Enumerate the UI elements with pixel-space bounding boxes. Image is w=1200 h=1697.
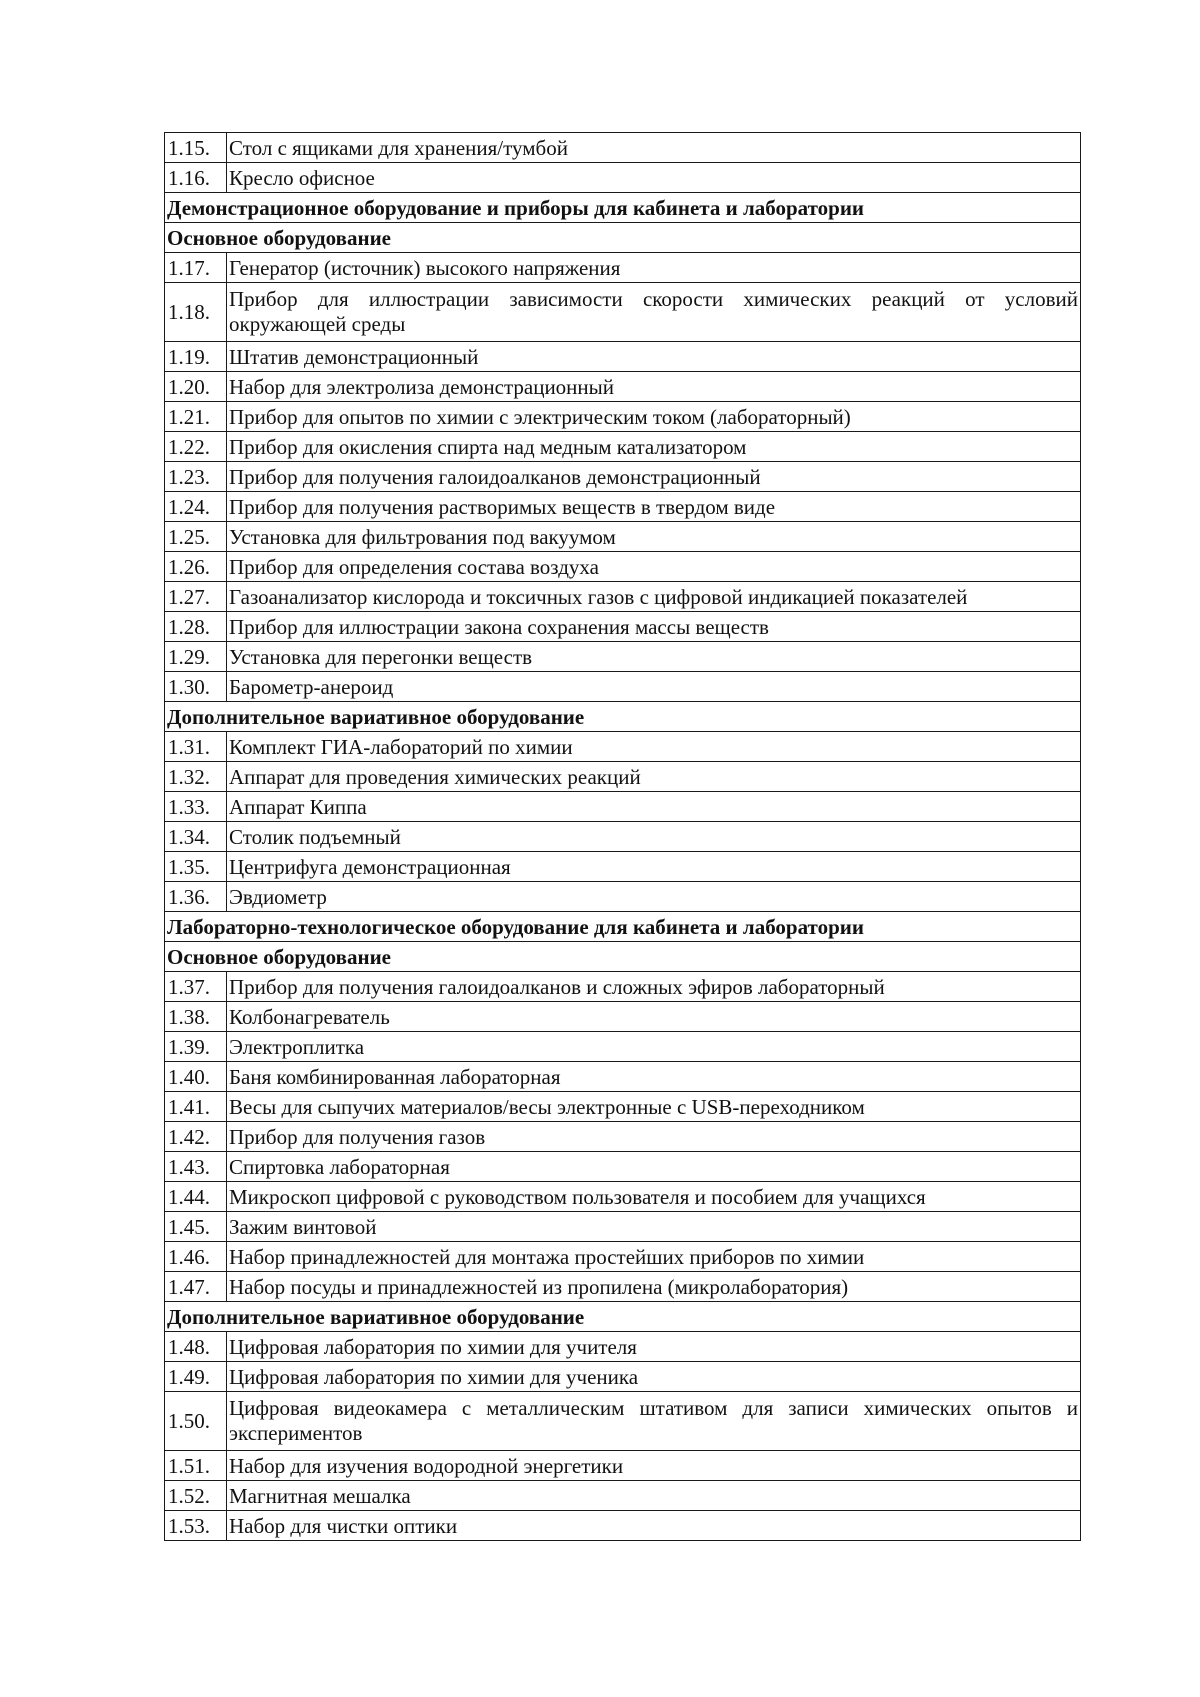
item-name: Набор принадлежностей для монтажа простейших приборов по химии [227, 1242, 1081, 1272]
table-row [165, 1362, 1081, 1392]
item-name: Кресло офисное [227, 163, 1081, 193]
table-row [165, 1392, 1081, 1451]
table-row [165, 1451, 1081, 1481]
item-name: Установка для фильтрования под вакуумом [227, 522, 1081, 552]
item-number: 1.27. [165, 582, 227, 612]
section-heading: Основное оборудование [165, 942, 1081, 972]
item-number: 1.46. [165, 1242, 227, 1272]
section-heading-row [165, 702, 1081, 732]
item-name: Набор посуды и принадлежностей из пропилена (микролаборатория) [227, 1272, 1081, 1302]
section-heading: Демонстрационное оборудование и приборы для кабинета и лаборатории [165, 193, 1081, 223]
item-number: 1.34. [165, 822, 227, 852]
item-number: 1.30. [165, 672, 227, 702]
item-name: Прибор для определения состава воздуха [227, 552, 1081, 582]
item-name: Прибор для окисления спирта над медным катализатором [227, 432, 1081, 462]
table-row [165, 1511, 1081, 1541]
table-row [165, 1152, 1081, 1182]
section-heading: Лабораторно-технологическое оборудование для кабинета и лаборатории [165, 912, 1081, 942]
item-name: Прибор для получения галоидоалканов и сложных эфиров лабораторный [227, 972, 1081, 1002]
item-number: 1.36. [165, 882, 227, 912]
section-heading-row [165, 223, 1081, 253]
item-number: 1.16. [165, 163, 227, 193]
item-name: Аппарат Киппа [227, 792, 1081, 822]
item-number: 1.37. [165, 972, 227, 1002]
section-heading-row [165, 193, 1081, 223]
item-name: Прибор для опытов по химии с электрическим током (лабораторный) [227, 402, 1081, 432]
item-number: 1.48. [165, 1332, 227, 1362]
item-name: Генератор (источник) высокого напряжения [227, 253, 1081, 283]
item-number: 1.26. [165, 552, 227, 582]
item-name: Газоанализатор кислорода и токсичных газов с цифровой индикацией показателей [227, 582, 1081, 612]
item-number: 1.49. [165, 1362, 227, 1392]
item-name: Прибор для получения растворимых веществ в твердом виде [227, 492, 1081, 522]
table-row [165, 283, 1081, 342]
item-number: 1.41. [165, 1092, 227, 1122]
table-row [165, 432, 1081, 462]
item-number: 1.43. [165, 1152, 227, 1182]
item-number: 1.29. [165, 642, 227, 672]
table-row [165, 462, 1081, 492]
table-row [165, 1212, 1081, 1242]
item-name: Цифровая лаборатория по химии для ученика [227, 1362, 1081, 1392]
table-row [165, 582, 1081, 612]
item-number: 1.17. [165, 253, 227, 283]
item-name: Цифровая лаборатория по химии для учителя [227, 1332, 1081, 1362]
section-heading: Дополнительное вариативное оборудование [165, 702, 1081, 732]
table-row [165, 522, 1081, 552]
table-row [165, 852, 1081, 882]
item-number: 1.22. [165, 432, 227, 462]
item-name: Цифровая видеокамера с металлическим штативом для записи химических опытов и экспериментов [227, 1392, 1081, 1451]
item-name: Микроскоп цифровой с руководством пользователя и пособием для учащихся [227, 1182, 1081, 1212]
table-row [165, 1032, 1081, 1062]
item-name: Эвдиометр [227, 882, 1081, 912]
item-name: Столик подъемный [227, 822, 1081, 852]
item-number: 1.28. [165, 612, 227, 642]
item-number: 1.15. [165, 133, 227, 163]
item-number: 1.45. [165, 1212, 227, 1242]
table-row [165, 1122, 1081, 1152]
item-number: 1.52. [165, 1481, 227, 1511]
item-name: Стол с ящиками для хранения/тумбой [227, 133, 1081, 163]
table-row [165, 972, 1081, 1002]
item-number: 1.44. [165, 1182, 227, 1212]
item-name: Прибор для получения галоидоалканов демонстрационный [227, 462, 1081, 492]
item-number: 1.53. [165, 1511, 227, 1541]
table-row [165, 1272, 1081, 1302]
table-row [165, 612, 1081, 642]
item-name: Набор для электролиза демонстрационный [227, 372, 1081, 402]
item-name: Прибор для иллюстрации закона сохранения массы веществ [227, 612, 1081, 642]
item-number: 1.24. [165, 492, 227, 522]
table-row [165, 1242, 1081, 1272]
table-row [165, 133, 1081, 163]
item-number: 1.39. [165, 1032, 227, 1062]
item-name: Барометр-анероид [227, 672, 1081, 702]
item-number: 1.42. [165, 1122, 227, 1152]
item-number: 1.40. [165, 1062, 227, 1092]
table-row [165, 882, 1081, 912]
table-row [165, 1002, 1081, 1032]
table-row [165, 1092, 1081, 1122]
table-row [165, 1332, 1081, 1362]
table-row [165, 732, 1081, 762]
item-number: 1.33. [165, 792, 227, 822]
item-name: Набор для чистки оптики [227, 1511, 1081, 1541]
table-row [165, 1182, 1081, 1212]
item-name: Спиртовка лабораторная [227, 1152, 1081, 1182]
item-number: 1.35. [165, 852, 227, 882]
item-number: 1.47. [165, 1272, 227, 1302]
item-number: 1.25. [165, 522, 227, 552]
item-number: 1.18. [165, 283, 227, 342]
item-name: Штатив демонстрационный [227, 342, 1081, 372]
section-heading-row [165, 912, 1081, 942]
item-name: Прибор для получения газов [227, 1122, 1081, 1152]
table-row [165, 822, 1081, 852]
item-number: 1.38. [165, 1002, 227, 1032]
section-heading-row [165, 942, 1081, 972]
table-row [165, 1062, 1081, 1092]
item-name: Комплект ГИА-лабораторий по химии [227, 732, 1081, 762]
equipment-table [164, 132, 1081, 1541]
item-number: 1.21. [165, 402, 227, 432]
equipment-table-body [165, 133, 1081, 1541]
table-row [165, 163, 1081, 193]
item-number: 1.51. [165, 1451, 227, 1481]
table-row [165, 342, 1081, 372]
table-row [165, 762, 1081, 792]
table-row [165, 642, 1081, 672]
section-heading: Дополнительное вариативное оборудование [165, 1302, 1081, 1332]
table-row [165, 552, 1081, 582]
table-row [165, 792, 1081, 822]
item-name: Центрифуга демонстрационная [227, 852, 1081, 882]
section-heading: Основное оборудование [165, 223, 1081, 253]
item-name: Колбонагреватель [227, 1002, 1081, 1032]
table-row [165, 672, 1081, 702]
item-number: 1.31. [165, 732, 227, 762]
item-number: 1.20. [165, 372, 227, 402]
item-name: Набор для изучения водородной энергетики [227, 1451, 1081, 1481]
item-name: Магнитная мешалка [227, 1481, 1081, 1511]
item-number: 1.50. [165, 1392, 227, 1451]
item-number: 1.23. [165, 462, 227, 492]
table-row [165, 1481, 1081, 1511]
table-row [165, 402, 1081, 432]
item-name: Весы для сыпучих материалов/весы электронные с USB-переходником [227, 1092, 1081, 1122]
item-name: Баня комбинированная лабораторная [227, 1062, 1081, 1092]
item-name: Зажим винтовой [227, 1212, 1081, 1242]
item-number: 1.19. [165, 342, 227, 372]
item-number: 1.32. [165, 762, 227, 792]
item-name: Прибор для иллюстрации зависимости скорости химических реакций от условий окружающей среды [227, 283, 1081, 342]
table-row [165, 253, 1081, 283]
item-name: Электроплитка [227, 1032, 1081, 1062]
table-row [165, 372, 1081, 402]
section-heading-row [165, 1302, 1081, 1332]
item-name: Установка для перегонки веществ [227, 642, 1081, 672]
table-row [165, 492, 1081, 522]
item-name: Аппарат для проведения химических реакций [227, 762, 1081, 792]
